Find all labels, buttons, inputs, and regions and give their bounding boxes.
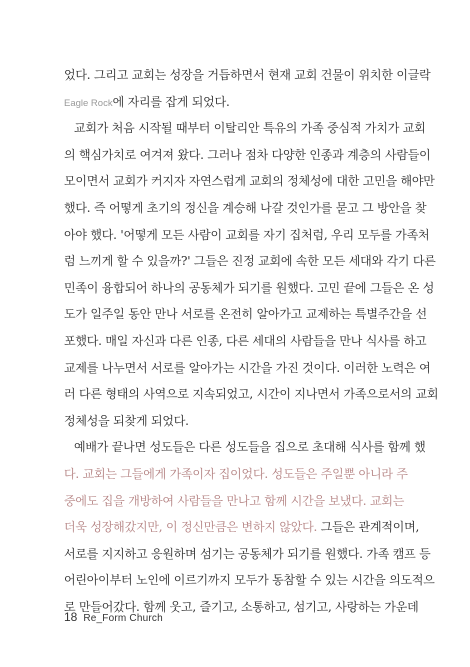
page-body [64,62,439,620]
paragraph-2 [64,115,439,434]
latin-gloss: Eagle Rock [64,97,113,109]
running-title: Re_Form Church [83,613,163,624]
text-line: 러 다른 형태의 사역으로 지속되었고, 시간이 지나면서 가족으로서의 교회 [64,387,439,402]
highlighted-span: 더욱 성장해갔지만, 이 정신만큼은 변하지 않았다. [64,520,318,535]
text-line: 아야 했다. '어떻게 모든 사람이 교회를 자기 집처럼, 우리 모두를 가족처 [64,227,430,242]
text-line: 교제를 나누면서 서로를 알아가는 시간을 가진 것이다. 이러한 노력은 여 [64,360,431,375]
text-span: 그들은 관계적이며, [317,520,420,535]
text-line: 교회가 처음 시작될 때부터 이탈리안 특유의 가족 중심적 가치가 교회 [74,121,426,136]
text-line: 로 만들어갔다. 함께 웃고, 즐기고, 소통하고, 섬기고, 사랑하는 가운데 [64,599,419,614]
text-line: 했다. 즉 어떻게 초기의 정신을 계승해 나갈 것인가를 묻고 그 방안을 찾 [64,200,427,215]
text-line: 서로를 지지하고 응원하며 섬기는 공동체가 되기를 원했다. 가족 캠프 등 [64,546,431,561]
text-line: 정체성을 되찾게 되었다. [64,413,189,428]
text-line [64,89,407,116]
text-line: 예배가 끝나면 성도들은 다른 성도들을 집으로 초대해 식사를 함께 했 [74,440,426,455]
text-line: 민족이 융합되어 하나의 공동체가 되기를 원했다. 고민 끝에 그들은 온 성 [64,280,435,295]
text-line: 었다. 그리고 교회는 성장을 거듭하면서 현재 교회 건물이 위치한 이글락 [64,68,431,82]
highlighted-line: 다. 교회는 그들에게 가족이자 집이었다. 성도들은 주일뿐 아니라 주 [64,466,408,481]
text-line: 도가 일주일 동안 만나 서로를 온전히 알아가고 교제하는 특별주간을 선 [64,307,427,322]
text-line: 럼 느끼게 할 수 있을까?' 그들은 진정 교회에 속한 모든 세대와 각기 다른 [64,254,436,269]
paragraph-3 [64,434,435,620]
text-line: 모이면서 교회가 커지자 자연스럽게 교회의 정체성에 대한 고민을 해야만 [64,174,435,189]
page-footer [64,610,163,626]
paragraph-1 [64,62,431,115]
text-line: 어린아이부터 노인에 이르기까지 모두가 동참할 수 있는 시간을 의도적으 [64,573,435,588]
highlighted-line: 중에도 집을 개방하여 사람들을 만나고 함께 시간을 보냈다. 교회는 [64,493,405,508]
page-number: 18 [64,610,78,624]
text-line: 포했다. 매일 자신과 다른 인종, 다른 세대의 사람들을 만나 식사를 하고 [64,333,427,348]
text-line: 의 핵심가치로 여겨져 왔다. 그러나 점차 다양한 인종과 계층의 사람들이 [64,147,431,162]
text-line [64,514,420,541]
text-span: 에 자리를 잡게 되었다. [112,94,230,109]
